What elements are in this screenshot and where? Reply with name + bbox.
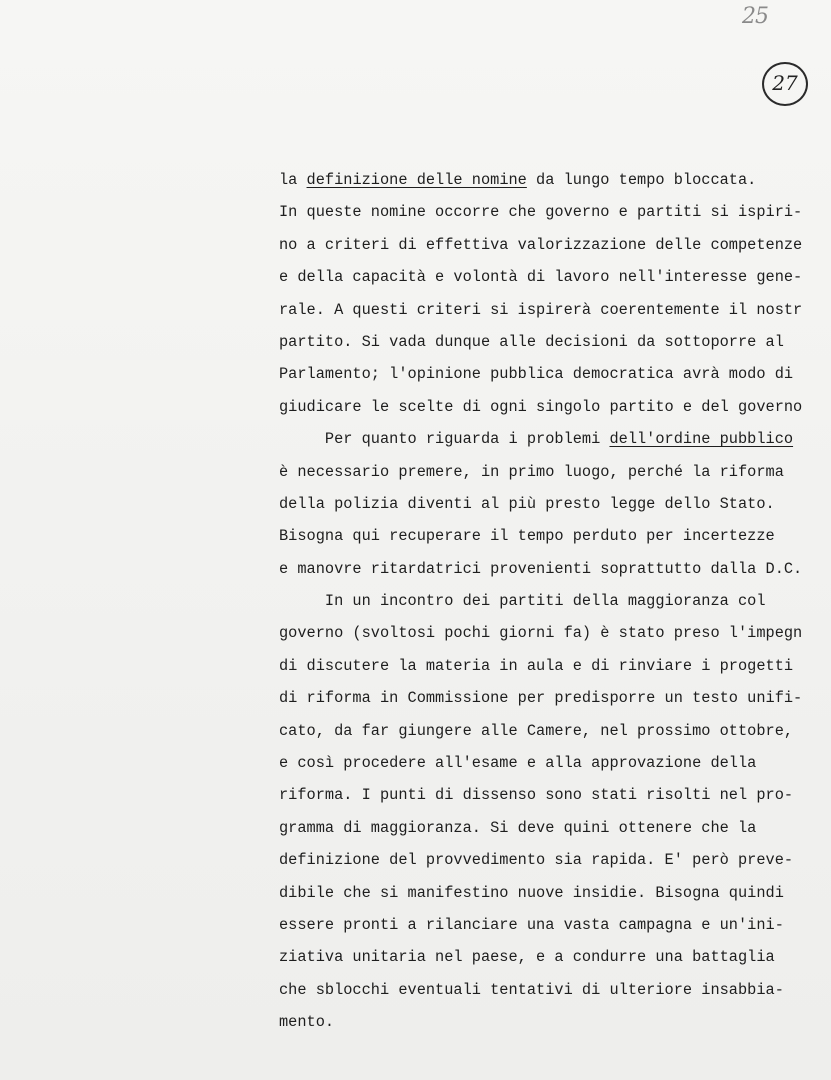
text-line: cato, da far giungere alle Camere, nel prossimo ottobre, [279,721,794,740]
underlined-phrase: dell'ordine pubblico [609,430,794,449]
text-line: è necessario premere, in primo luogo, perché la riforma [279,462,784,481]
text-line: essere pronti a rilanciare una vasta campagna e un'ini- [279,915,784,934]
text-line: no a criteri di effettiva valorizzazione delle competenze [279,235,803,254]
text-line: definizione del provvedimento sia rapida. E' però preve- [279,851,794,870]
text-line: Parlamento; l'opinione pubblica democratica avrà modo di [279,365,794,384]
text-line: di riforma in Commissione per predisporre un testo unifi- [279,689,803,708]
text-line: la definizione delle nomine da lungo tempo bloccata. [279,171,757,189]
text-line: gramma di maggioranza. Si deve quini ottenere che la [279,818,757,837]
text-line: governo (svoltosi pochi giorni fa) è stato preso l'impegn [279,624,803,643]
text-line: In un incontro dei partiti della maggioranza col [279,592,766,611]
circled-page-number: 27 [762,62,808,106]
text-line: In queste nomine occorre che governo e partiti si ispiri- [279,203,803,222]
text-line: e manovre ritardatrici provenienti soprattutto dalla D.C. [279,559,803,578]
text-line: giudicare le scelte di ogni singolo partito e del governo [279,397,803,416]
text-line: Bisogna qui recuperare il tempo perduto per incertezze [279,527,775,546]
text-line: ziativa unitaria nel paese, e a condurre una battaglia [279,948,775,967]
text-line: riforma. I punti di dissenso sono stati risolti nel pro- [279,786,794,805]
text-line: rale. A questi criteri si ispirerà coerentemente il nostr [279,300,803,319]
text-line: partito. Si vada dunque alle decisioni da sottoporre al [279,332,784,351]
text-line: dibile che si manifestino nuove insidie. Bisogna quindi [279,883,784,902]
pencil-page-number: 25 [742,4,768,29]
text-line: e così procedere all'esame e alla approvazione della [279,754,757,773]
text-line: e della capacità e volontà di lavoro nell'interesse gene- [279,268,803,287]
text-line: della polizia diventi al più presto legge dello Stato. [279,494,775,513]
text-line: di discutere la materia in aula e di rinviare i progetti [279,656,794,675]
typewritten-text [279,167,831,1042]
text-line: mento. [279,1013,335,1032]
text-line: Per quanto riguarda i problemi dell'ordine pubblico [279,430,794,449]
underlined-phrase: definizione delle nomine [306,171,527,189]
text-line: che sblocchi eventuali tentativi di ulteriore insabbia- [279,980,784,999]
